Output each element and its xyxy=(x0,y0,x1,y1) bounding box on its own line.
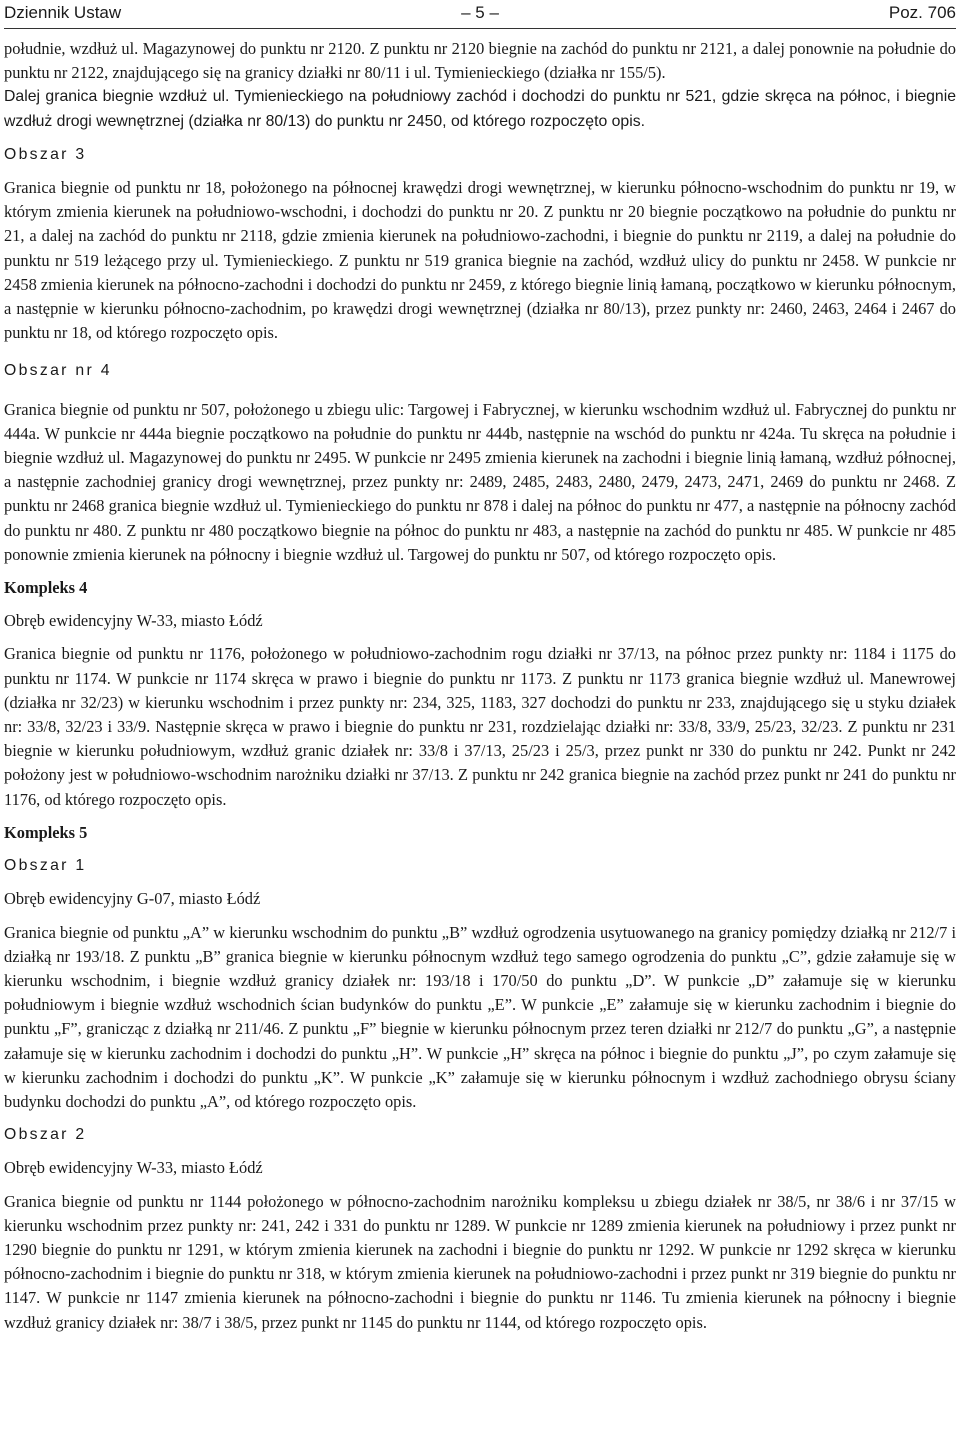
paragraph-continuation: południe, wzdłuż ul. Magazynowej do punktu nr 2120. Z punktu nr 2120 biegnie na zachód do punktu nr 2121, a dalej ponownie na południe do punktu nr 2122, znajdującego się na granicy działki nr 80/11 i ul. Tymienieckiego (działka nr 155/5). xyxy=(4,39,956,83)
journal-title: Dziennik Ustaw xyxy=(4,3,122,22)
paragraph-kompleks-4: Granica biegnie od punktu nr 1176, położonego w południowo-zachodnim rogu działki nr 37/13, na północ przez punkty nr: 1184 i 1175 do punktu nr 1174. W punkcie nr 1174 skręca w prawo i biegnie do punktu nr 1173. Z punktu nr 1173 granica biegnie wzdłuż ul. Manewrowej (działka nr 32/23) w kierunku wschodnim i przez punkty nr: 234, 325, 1183, 327 dochodzi do punktu nr 233, znajdującego się u styku działek nr: 33/8, 32/23 i 33/9. Następnie skręca w prawo i biegnie do punktu nr 231, rozdzielając działki nr: 33/8, 33/9, 25/23, 32/23. Z punktu nr 231 biegnie w kierunku południowym, wzdłuż granic działek nr: 33/8 i 37/13, 25/23 i 25/3, przez punkt nr 330 do punktu nr 242. Punkt nr 242 położony jest w południowo-wschodnim narożniku działki nr 37/13. Z punktu nr 242 granica biegnie na zachód przez punkt nr 241 do punktu nr 1176, od którego rozpoczęto opis. xyxy=(4,644,956,809)
page-number: – 5 – xyxy=(461,3,499,22)
heading-kompleks-5: Kompleks 5 xyxy=(4,822,88,842)
paragraph-obszar-1: Granica biegnie od punktu „A” w kierunku wschodnim do punktu „B” wzdłuż ogrodzenia usytuowanego na granicy pomiędzy działką nr 212/7 i działką nr 193/18. Z punktu „B” granica biegnie w kierunku północnym wzdłuż tego samego ogrodzenia do punktu „C”, gdzie załamuje się w kierunku wschodnim, i biegnie wzdłuż granicy działek nr: 193/18 i 170/50 do punktu „D”. W punkcie „D” załamuje się w kierunku południowym i biegnie wzdłuż wschodnich ścian budynków do punktu „E”. W punkcie „E” załamuje się w kierunku zachodnim i biegnie do punktu „F”, granicząc z działką nr 211/46. Z punktu „F” biegnie w kierunku północnym przez teren działki nr 212/7 do punktu „G”, a następnie załamuje się w kierunku zachodnim i dochodzi do punktu „H”. W punkcie „H” skręca na północ i biegnie do punktu „J”, po czym załamuje się w kierunku zachodnim i dochodzi do punktu „K”. W punkcie „K” załamuje się w kierunku północnym i wzdłuż zachodniego obrysu ściany budynku dochodzi do punktu „A”, od którego rozpoczęto opis. xyxy=(4,922,956,1111)
obreb-w33-label: Obręb ewidencyjny W-33, miasto Łódź xyxy=(4,611,263,631)
section-heading-obszar-3: Obszar 3 xyxy=(4,145,87,163)
section-heading-obszar-4: Obszar nr 4 xyxy=(4,362,112,380)
paragraph-obszar-2: Granica biegnie od punktu nr 1144 położonego w północno-zachodnim narożniku kompleksu u zbiegu działek nr 38/5, nr 38/6 i nr 37/15 w kierunku wschodnim przez punkty nr: 241, 242 i 331 do punktu nr 1289. W punkcie nr 1289 zmienia kierunek na południowy i przez punkt nr 1290 biegnie do punktu nr 1291, w którym zmienia kierunek na zachodni i biegnie do punktu nr 1292. W punkcie nr 1292 skręca w kierunku północno-zachodnim i biegnie do punktu nr 318, w którym zmienia kierunek na południowo-zachodni i przez punkt nr 319 biegnie do punktu nr 1147. W punkcie nr 1147 zmienia kierunek na północno-zachodni i biegnie do punktu nr 1146. Tu zmienia kierunek na północny i biegnie wzdłuż granicy działek nr: 38/7 i 38/5, przez punkt nr 1145 do punktu nr 1144, od którego rozpoczęto opis. xyxy=(4,1191,956,1332)
position-number: Poz. 706 xyxy=(888,3,956,22)
section-heading-obszar-1: Obszar 1 xyxy=(4,857,87,875)
paragraph-continuation-2: Dalej granica biegnie wzdłuż ul. Tymienieckiego na południowy zachód i dochodzi do punktu nr 521, gdzie skręca na północ, i biegnie wzdłuż drogi wewnętrznej (działka nr 80/13) do punktu nr 2450, od którego rozpoczęto opis. xyxy=(4,88,956,130)
paragraph-obszar-4: Granica biegnie od punktu nr 507, położonego u zbiegu ulic: Targowej i Fabrycznej, w kierunku wschodnim wzdłuż ul. Fabrycznej do punktu nr 444a. W punkcie nr 444a biegnie początkowo na południe do punktu nr 444b, następnie na wschód do punktu nr 424a. Tu skręca na południe i biegnie wzdłuż ul. Magazynowej do punktu nr 2495. W punkcie nr 2495 zmienia kierunek na zachodni i biegnie linią łamaną, wzdłuż północnej, a następnie zachodniej granicy drogi wewnętrznej, przez punkty nr: 2489, 2485, 2483, 2480, 2479, 2473, 2471, 2469 do punktu nr 2468. Z punktu nr 2468 granica biegnie wzdłuż ul. Tymienieckiego do punktu nr 878 i dalej na północ do punktu nr 477, a następnie na północny zachód do punktu nr 480. Z punktu nr 480 początkowo biegnie na północ do punktu nr 483, a następnie na zachód do punktu nr 485. W punkcie nr 485 ponownie zmienia kierunek na północny i biegnie wzdłuż ul. Targowej do punktu nr 507, od którego rozpoczęto opis. xyxy=(4,399,956,564)
obreb-g07-label: Obręb ewidencyjny G-07, miasto Łódź xyxy=(4,889,261,909)
page-header xyxy=(4,0,956,29)
section-heading-obszar-2: Obszar 2 xyxy=(4,1126,87,1144)
heading-kompleks-4: Kompleks 4 xyxy=(4,578,88,598)
document-body xyxy=(4,37,956,1335)
paragraph-obszar-3: Granica biegnie od punktu nr 18, położonego na północnej krawędzi drogi wewnętrznej, w kierunku północno-wschodnim do punktu nr 19, w którym zmienia kierunek na południowo-wschodni, i dochodzi do punktu nr 20. Z punktu nr 20 biegnie początkowo na południe do punktu nr 21, a dalej na zachód do punktu nr 2118, gdzie zmienia kierunek na południowo-zachodni, i biegnie do punktu nr 2119, a dalej na południe do punktu nr 519 leżącego przy ul. Tymienieckiego. Z punktu nr 519 granica biegnie na zachód, wzdłuż ulicy do punktu nr 2458. W punkcie nr 2458 zmienia kierunek na północno-zachodni i dochodzi do punktu nr 2459, z którego biegnie linią łamaną, początkowo w kierunku północnym, a następnie w kierunku północno-zachodnim, po krawędzi drogi wewnętrznej (działka nr 80/13), przez punkty nr: 2460, 2463, 2464 i 2467 do punktu nr 18, od którego rozpoczęto opis. xyxy=(4,178,956,343)
obreb-w33-label-2: Obręb ewidencyjny W-33, miasto Łódź xyxy=(4,1158,263,1178)
